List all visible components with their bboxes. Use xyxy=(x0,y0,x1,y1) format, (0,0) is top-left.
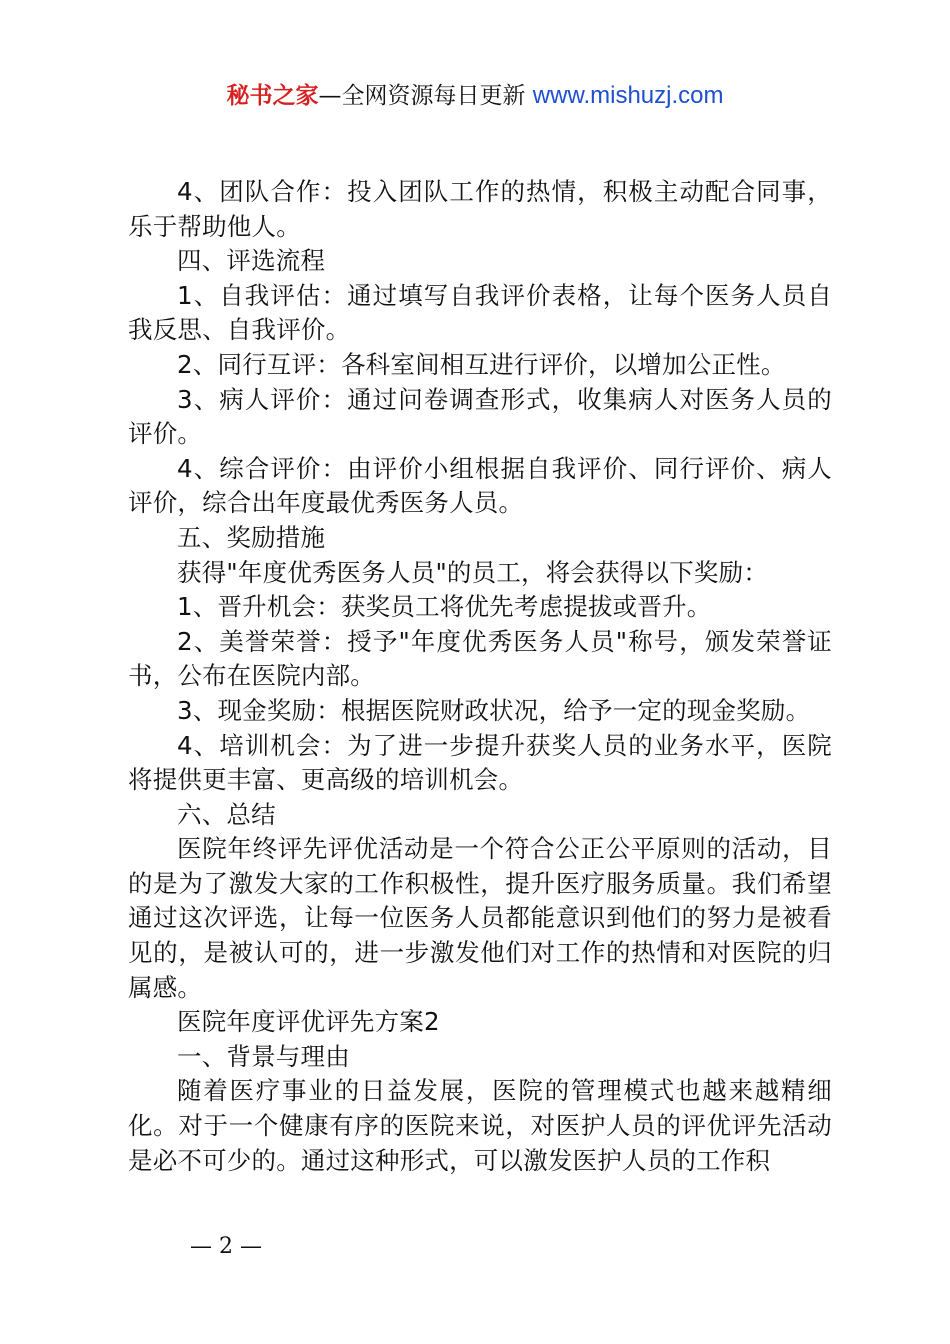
heading-reward-measures: 五、奖励措施 xyxy=(177,522,326,552)
brand-name: 秘书之家 xyxy=(226,83,319,109)
document-body xyxy=(128,175,832,1178)
paragraph-self-assessment: 1、自我评估：通过填写自我评价表格，让每个医务人员自我反思、自我评价。 xyxy=(128,280,832,345)
site-header xyxy=(0,80,950,112)
paragraph-summary: 医院年终评先评优活动是一个符合公正公平原则的活动，目的是为了激发大家的工作积极性，提升医疗服务质量。我们希望通过这次评选，让每一位医务人员都能意识到他们的努力是被看见的，是被认可的，进一步激发他们对工作的热情和对医院的归属感。 xyxy=(128,834,832,1002)
paragraph-patient-evaluation: 3、病人评价：通过问卷调查形式，收集病人对医务人员的评价。 xyxy=(128,384,832,449)
heading-plan-2: 医院年度评优评先方案2 xyxy=(177,1007,440,1037)
site-url-link[interactable]: www.mishuzj.com xyxy=(532,82,724,109)
paragraph-team-cooperation: 4、团队合作：投入团队工作的热情，积极主动配合同事，乐于帮助他人。 xyxy=(128,177,832,241)
heading-selection-process: 四、评选流程 xyxy=(177,246,326,276)
paragraph-honor: 2、美誉荣誉：授予"年度优秀医务人员"称号，颁发荣誉证书，公布在医院内部。 xyxy=(128,626,832,691)
paragraph-comprehensive-evaluation: 4、综合评价：由评价小组根据自我评价、同行评价、病人评价，综合出年度最优秀医务人员。 xyxy=(128,453,832,518)
paragraph-reward-intro: 获得"年度优秀医务人员"的员工，将会获得以下奖励： xyxy=(177,557,769,587)
paragraph-promotion: 1、晋升机会：获奖员工将优先考虑提拔或晋升。 xyxy=(177,592,712,622)
heading-background: 一、背景与理由 xyxy=(177,1041,350,1071)
paragraph-peer-review: 2、同行互评：各科室间相互进行评价，以增加公正性。 xyxy=(177,349,786,379)
paragraph-background: 随着医疗事业的日益发展，医院的管理模式也越来越精细化。对于一个健康有序的医院来说，对医护人员的评优评先活动是必不可少的。通过这种形式，可以激发医护人员的工作积 xyxy=(128,1076,832,1175)
page-number: — 2 — xyxy=(190,1234,262,1259)
paragraph-cash-reward: 3、现金奖励：根据医院财政状况，给予一定的现金奖励。 xyxy=(177,695,811,725)
header-tagline: —全网资源每日更新 xyxy=(318,83,533,109)
paragraph-training: 4、培训机会：为了进一步提升获奖人员的业务水平，医院将提供更丰富、更高级的培训机会。 xyxy=(128,730,832,795)
heading-summary: 六、总结 xyxy=(177,799,276,829)
